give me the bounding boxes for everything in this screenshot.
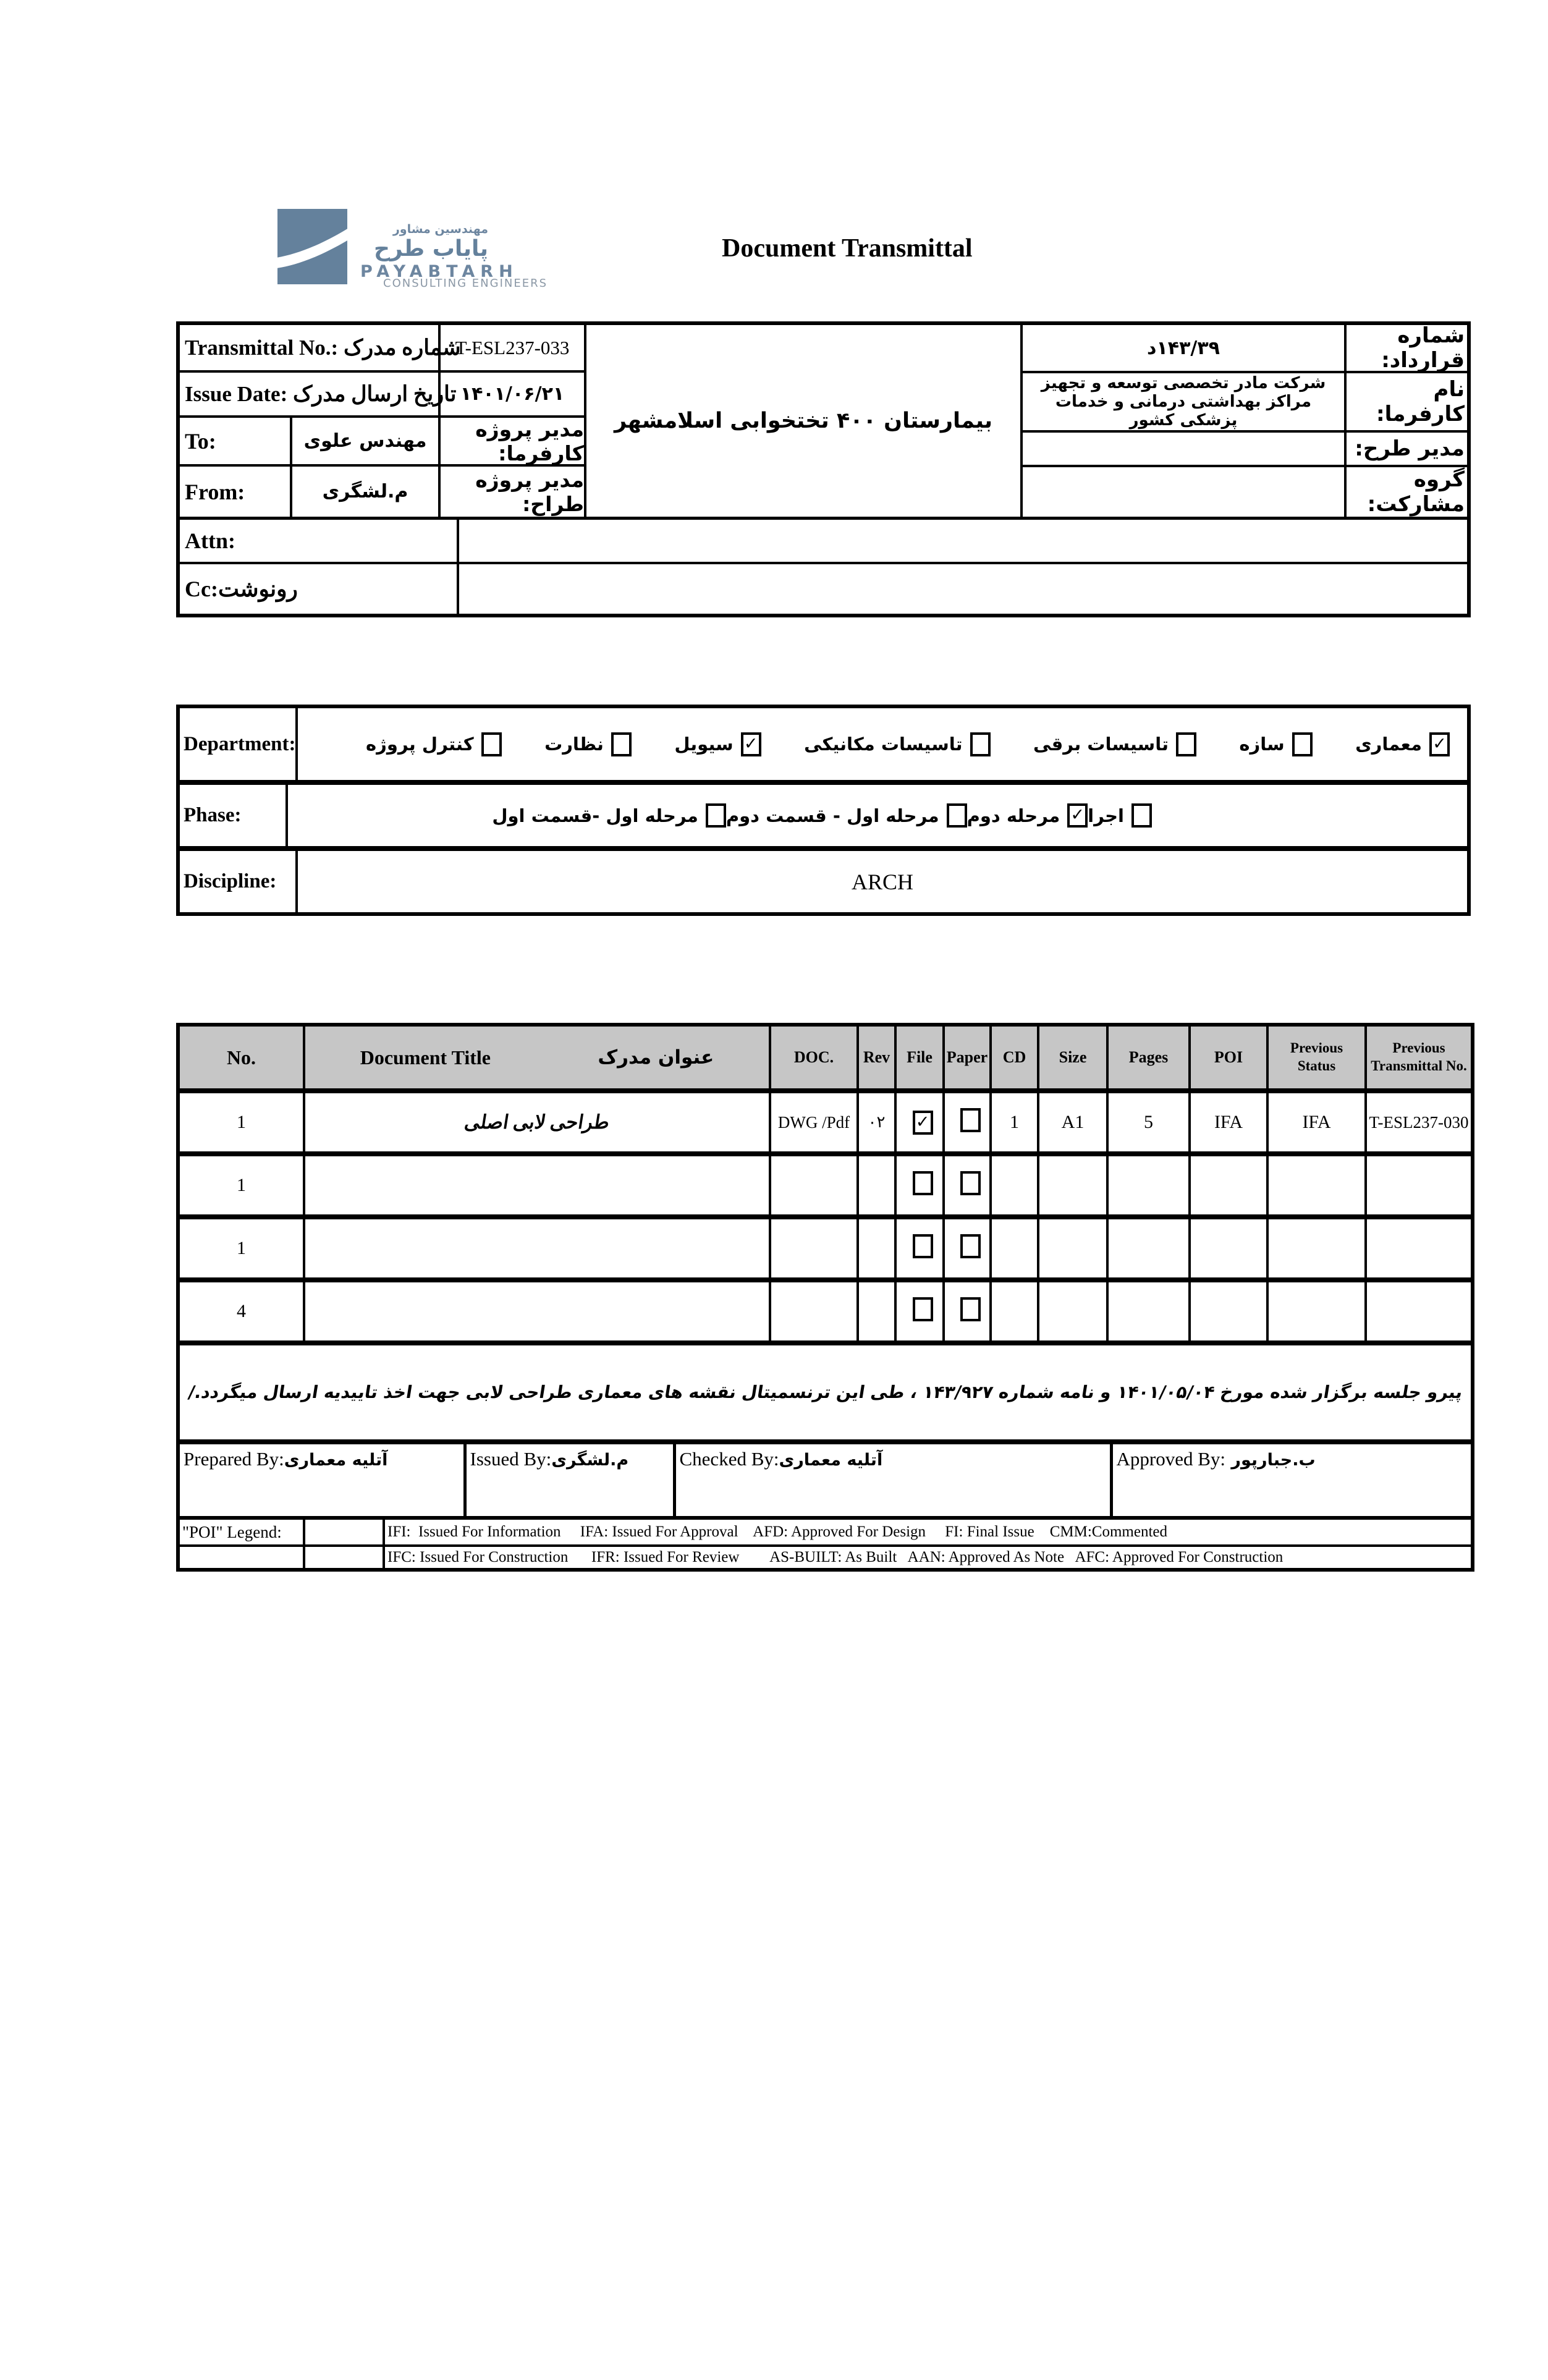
row-size	[1038, 1217, 1107, 1280]
issue-date-label: Issue Date: تاریخ ارسال مدرک	[185, 381, 457, 406]
approved-by-label: Approved By:	[1116, 1448, 1226, 1470]
page-title: Document Transmittal	[722, 234, 973, 263]
col-header-size: Size	[1038, 1025, 1107, 1091]
col-header-doc: DOC.	[770, 1025, 858, 1091]
contract-no-value: ۱۴۳/۳۹د	[1023, 325, 1347, 371]
checkbox-project-control	[481, 732, 502, 756]
checkbox-execution	[1131, 803, 1152, 828]
transmittal-note: پیرو جلسه برگزار شده مورخ ۱۴۰۱/۰۵/۰۴ و نامه شماره ۱۴۳/۹۲۷ ، طی این ترنسمیتال نقشه های معماری طراحی لابی جهت اخذ تاییدیه ارسال میگردد./	[187, 1382, 1464, 1402]
poi-legend-label: "POI" Legend:	[178, 1518, 304, 1546]
document-list-section	[176, 1023, 1471, 1572]
row-prev-transmittal	[1366, 1217, 1473, 1280]
row-prev-status	[1267, 1217, 1366, 1280]
row-pages	[1107, 1280, 1190, 1343]
row-size: A1	[1038, 1091, 1107, 1154]
row-size	[1038, 1154, 1107, 1217]
phase-item-phase-two: ✓ مرحله دوم	[967, 803, 1088, 828]
checked-by-value: آتلیه معماری	[779, 1450, 883, 1470]
file-checkbox: ✓	[913, 1111, 933, 1135]
row-prev-transmittal	[1366, 1280, 1473, 1343]
logo-subtitle: CONSULTING ENGINEERS	[383, 277, 548, 290]
row-rev	[858, 1217, 895, 1280]
col-header-title	[304, 1025, 770, 1091]
info-left-section	[180, 325, 586, 517]
document-table-header-row	[178, 1025, 1473, 1091]
row-poi	[1190, 1154, 1267, 1217]
col-header-prev-transmittal: Previous Transmittal No.	[1366, 1025, 1473, 1091]
approved-by-cell	[1111, 1442, 1473, 1518]
row-no: 1	[178, 1091, 304, 1154]
poi-legend-spacer	[304, 1546, 384, 1570]
checked-by-label: Checked By:	[679, 1448, 779, 1470]
transmittal-info-table	[176, 321, 1471, 617]
checkbox-phase-one-part-one	[706, 803, 726, 828]
from-label: From:	[185, 479, 245, 504]
phase-label: Phase:	[180, 785, 288, 846]
plan-manager-label: مدیر طرح:	[1355, 436, 1465, 461]
checkbox-mechanical	[970, 732, 991, 756]
paper-checkbox	[960, 1108, 981, 1132]
client-name-label: نام کارفرما:	[1376, 377, 1465, 426]
row-prev-status	[1267, 1280, 1366, 1343]
project-name: بیمارستان ۴۰۰ تختخوابی اسلامشهر	[614, 409, 993, 433]
row-size	[1038, 1280, 1107, 1343]
file-checkbox	[913, 1297, 933, 1321]
table-row	[178, 1280, 1473, 1343]
row-rev: ۰۲	[858, 1091, 895, 1154]
row-prev-status	[1267, 1154, 1366, 1217]
col-header-file: File	[895, 1025, 944, 1091]
col-header-poi: POI	[1190, 1025, 1267, 1091]
client-pm-label: مدیر پروژه کارفرما:	[475, 417, 584, 465]
row-pages: 5	[1107, 1091, 1190, 1154]
row-poi: IFA	[1190, 1091, 1267, 1154]
info-right-section	[1023, 325, 1467, 517]
row-poi	[1190, 1217, 1267, 1280]
row-cd	[991, 1217, 1038, 1280]
row-no: 1	[178, 1154, 304, 1217]
phase-items	[288, 803, 1467, 828]
issued-by-value: م.لشگری	[551, 1450, 629, 1470]
prepared-by-cell	[178, 1442, 465, 1518]
row-prev-transmittal	[1366, 1154, 1473, 1217]
col-header-no: No.	[178, 1025, 304, 1091]
col-header-title-en: Document Title	[360, 1046, 491, 1069]
checked-by-cell	[674, 1442, 1111, 1518]
row-cd	[991, 1154, 1038, 1217]
department-label: Department:	[180, 708, 298, 780]
department-item-project-control: کنترل پروژه	[366, 732, 502, 756]
logo-latin-name: PAYABTARH	[360, 262, 518, 281]
plan-manager-value	[1023, 433, 1347, 465]
table-row	[178, 1154, 1473, 1217]
poi-legend-empty	[178, 1546, 304, 1570]
to-value: مهندس علوی	[303, 430, 427, 452]
transmittal-no-label: Transmittal No.: شماره مدرک	[185, 335, 461, 360]
paper-checkbox	[960, 1234, 981, 1258]
checkbox-civil: ✓	[741, 732, 761, 756]
cc-label: Cc:رونوشت	[180, 564, 459, 614]
prepared-by-value: آتلیه معماری	[284, 1450, 388, 1470]
issued-by-cell	[465, 1442, 674, 1518]
document-table	[176, 1023, 1474, 1444]
row-rev	[858, 1280, 895, 1343]
row-title: طراحی لابی اصلی	[463, 1111, 611, 1133]
project-name-cell	[586, 325, 1023, 517]
row-doc	[770, 1154, 858, 1217]
payab-logo-mark	[277, 209, 347, 284]
col-header-prev-status: Previous Status	[1267, 1025, 1366, 1091]
col-header-rev: Rev	[858, 1025, 895, 1091]
row-doc	[770, 1217, 858, 1280]
contract-no-label: شماره قرارداد:	[1381, 323, 1465, 373]
poi-legend-table	[176, 1516, 1474, 1572]
checkbox-architecture: ✓	[1429, 732, 1450, 756]
row-poi	[1190, 1280, 1267, 1343]
row-no: 4	[178, 1280, 304, 1343]
discipline-label: Discipline:	[180, 851, 298, 912]
file-checkbox	[913, 1171, 933, 1195]
row-pages	[1107, 1217, 1190, 1280]
logo-persian-tagline: مهندسین مشاور	[392, 222, 488, 236]
phase-item-execution: اجرا	[1088, 803, 1152, 828]
table-row	[178, 1091, 1473, 1154]
partnership-value	[1023, 467, 1347, 517]
poi-legend-line1: IFI: Issued For Information IFA: Issued For Approval AFD: Approved For Design FI: Final Issue CMM:Commented	[384, 1518, 1473, 1546]
partnership-label: گروه مشارکت:	[1367, 467, 1465, 517]
to-label: To:	[185, 428, 216, 454]
classification-table	[176, 705, 1471, 916]
col-header-paper: Paper	[944, 1025, 991, 1091]
row-cd: 1	[991, 1091, 1038, 1154]
row-cd	[991, 1280, 1038, 1343]
checkbox-structure	[1292, 732, 1313, 756]
transmittal-no-value: T-ESL237-033	[455, 336, 570, 358]
designer-pm-label: مدیر پروژه طراح:	[475, 467, 584, 516]
department-item-structure: سازه	[1239, 732, 1312, 756]
department-item-electrical: تاسیسات برقی	[1033, 732, 1196, 756]
prepared-by-label: Prepared By:	[184, 1448, 284, 1470]
department-items	[298, 732, 1467, 756]
poi-legend-spacer	[304, 1518, 384, 1546]
row-rev	[858, 1154, 895, 1217]
row-prev-transmittal: T-ESL237-030	[1366, 1091, 1473, 1154]
row-no: 1	[178, 1217, 304, 1280]
department-item-mechanical: تاسیسات مکانیکی	[804, 732, 990, 756]
attn-label: Attn:	[180, 520, 459, 562]
col-header-cd: CD	[991, 1025, 1038, 1091]
note-row	[178, 1343, 1473, 1442]
department-item-architecture: ✓ معماری	[1355, 732, 1450, 756]
department-item-supervision: نظارت	[544, 732, 632, 756]
row-prev-status: IFA	[1267, 1091, 1366, 1154]
signatures-table	[176, 1441, 1474, 1520]
from-value: م.لشگری	[322, 481, 408, 502]
department-item-civil: ✓ سیویل	[674, 732, 761, 756]
table-row	[178, 1217, 1473, 1280]
issue-date-value: ۱۴۰۱/۰۶/۲۱	[460, 383, 565, 405]
row-doc	[770, 1280, 858, 1343]
checkbox-electrical	[1176, 732, 1196, 756]
checkbox-supervision	[611, 732, 632, 756]
checkbox-phase-one-part-two	[947, 803, 967, 828]
checkbox-phase-two: ✓	[1067, 803, 1088, 828]
client-name-value: شرکت مادر تخصصی توسعه و تجهیز مراکز بهداشتی درمانی و خدمات پزشکی کشور	[1023, 373, 1347, 430]
discipline-value: ARCH	[851, 869, 914, 894]
file-checkbox	[913, 1234, 933, 1258]
paper-checkbox	[960, 1171, 981, 1195]
approved-by-value: ب.جبارپور	[1225, 1450, 1316, 1470]
row-doc: DWG /Pdf	[770, 1091, 858, 1154]
col-header-pages: Pages	[1107, 1025, 1190, 1091]
issued-by-label: Issued By:	[470, 1448, 552, 1470]
col-header-title-fa: عنوان مدرک	[598, 1046, 714, 1069]
paper-checkbox	[960, 1297, 981, 1321]
poi-legend-line2: IFC: Issued For Construction IFR: Issued For Review AS-BUILT: As Built AAN: Approved As Note AFC: Approved For Construction	[384, 1546, 1473, 1570]
logo-persian-name: پایاب طرح	[373, 236, 488, 261]
row-pages	[1107, 1154, 1190, 1217]
phase-item-phase-one-part-two: مرحله اول - قسمت دوم	[726, 803, 967, 828]
phase-item-phase-one-part-one: مرحله اول -قسمت اول	[492, 803, 726, 828]
